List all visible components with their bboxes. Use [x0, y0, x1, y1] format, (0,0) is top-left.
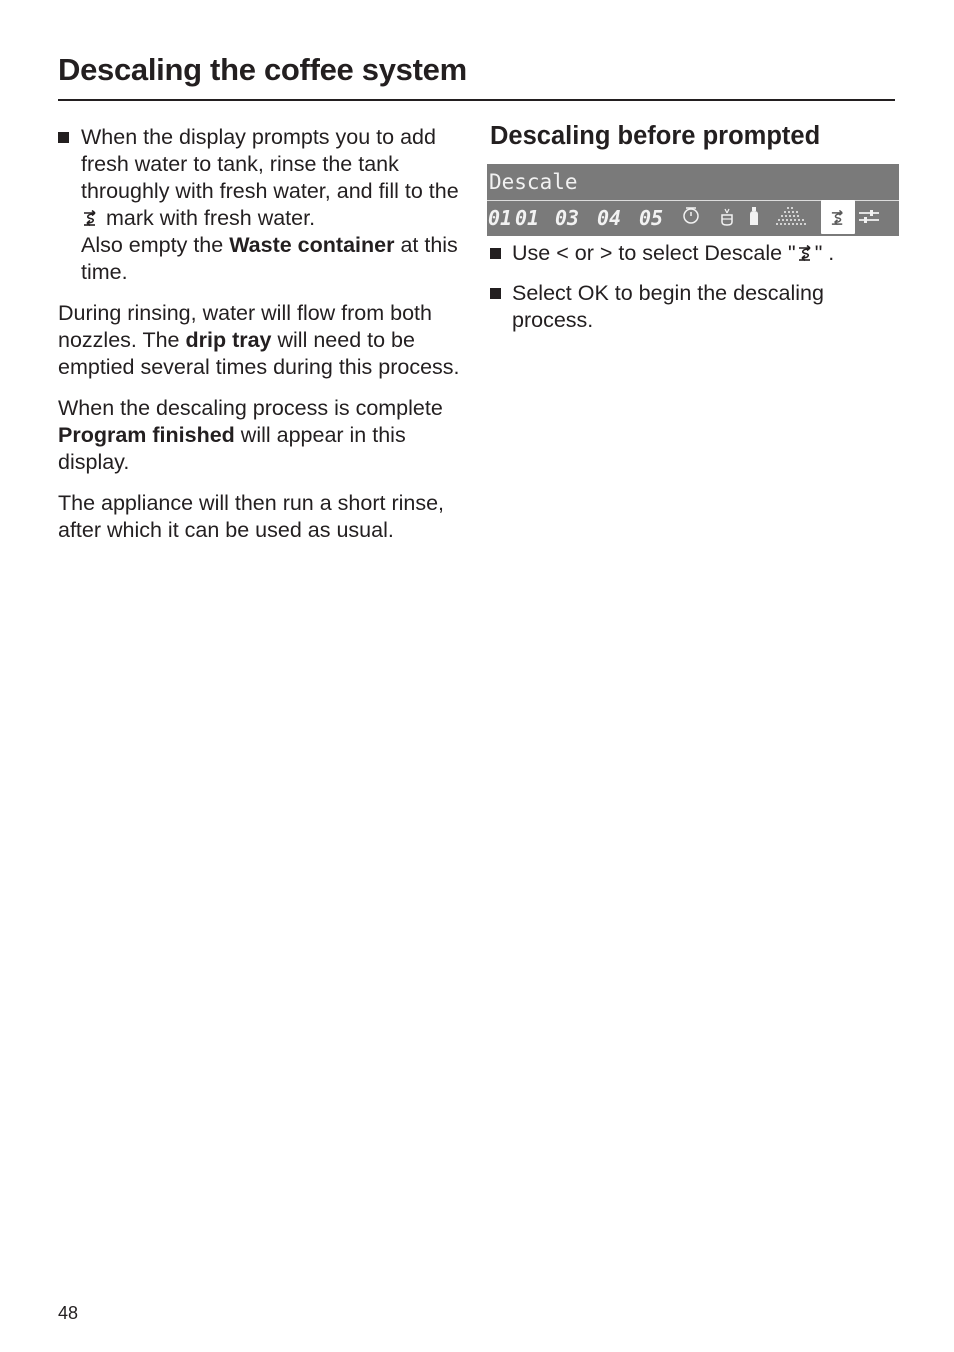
display-item: 01	[488, 206, 513, 230]
bullet-text: Select OK to begin the descaling process.	[512, 281, 824, 332]
paragraph: The appliance will then run a short rinse, after which it can be used as usual.	[58, 491, 445, 542]
paragraph: When the descaling process is complete Program finished will appear in this display.	[58, 396, 443, 474]
bullet-square-icon	[58, 132, 69, 143]
list-item	[487, 280, 899, 334]
display-item: 01	[515, 206, 540, 230]
page-number: 48	[58, 1303, 79, 1323]
bullet-square-icon	[490, 288, 501, 299]
display-menu-row	[487, 201, 899, 236]
bullet-text: Use < or > to select Descale " " .	[512, 241, 835, 265]
descale-icon	[829, 210, 847, 226]
display-item: 05	[639, 206, 664, 230]
cup-icon	[719, 205, 735, 235]
right-column	[487, 118, 899, 347]
bullet-text: When the display prompts you to add fresh water to tank, rinse the tank throughly with fresh water, and fill to the mark with fresh water. Also empty the Waste container at this time.	[81, 125, 459, 284]
section-heading: Descaling before prompted	[490, 122, 821, 150]
display-selected-item	[821, 200, 855, 234]
settings-icon	[857, 205, 881, 235]
instruction-list	[487, 240, 899, 334]
steam-icon	[775, 205, 809, 235]
display-item: 03	[555, 206, 580, 230]
display-screen	[487, 164, 899, 236]
bottle-icon	[747, 205, 761, 235]
descale-icon	[796, 242, 815, 259]
paragraph: During rinsing, water will flow from both nozzles. The drip tray will need to be emptied several times during this process.	[58, 301, 460, 379]
list-item	[487, 240, 899, 267]
display-title: Descale	[489, 170, 578, 194]
page-title: Descaling the coffee system	[58, 52, 467, 87]
title-divider	[58, 99, 895, 101]
descale-icon	[81, 207, 100, 224]
list-item	[58, 124, 470, 286]
timer-icon	[681, 205, 701, 233]
left-column	[58, 124, 470, 544]
bullet-square-icon	[490, 248, 501, 259]
display-item: 04	[597, 206, 622, 230]
